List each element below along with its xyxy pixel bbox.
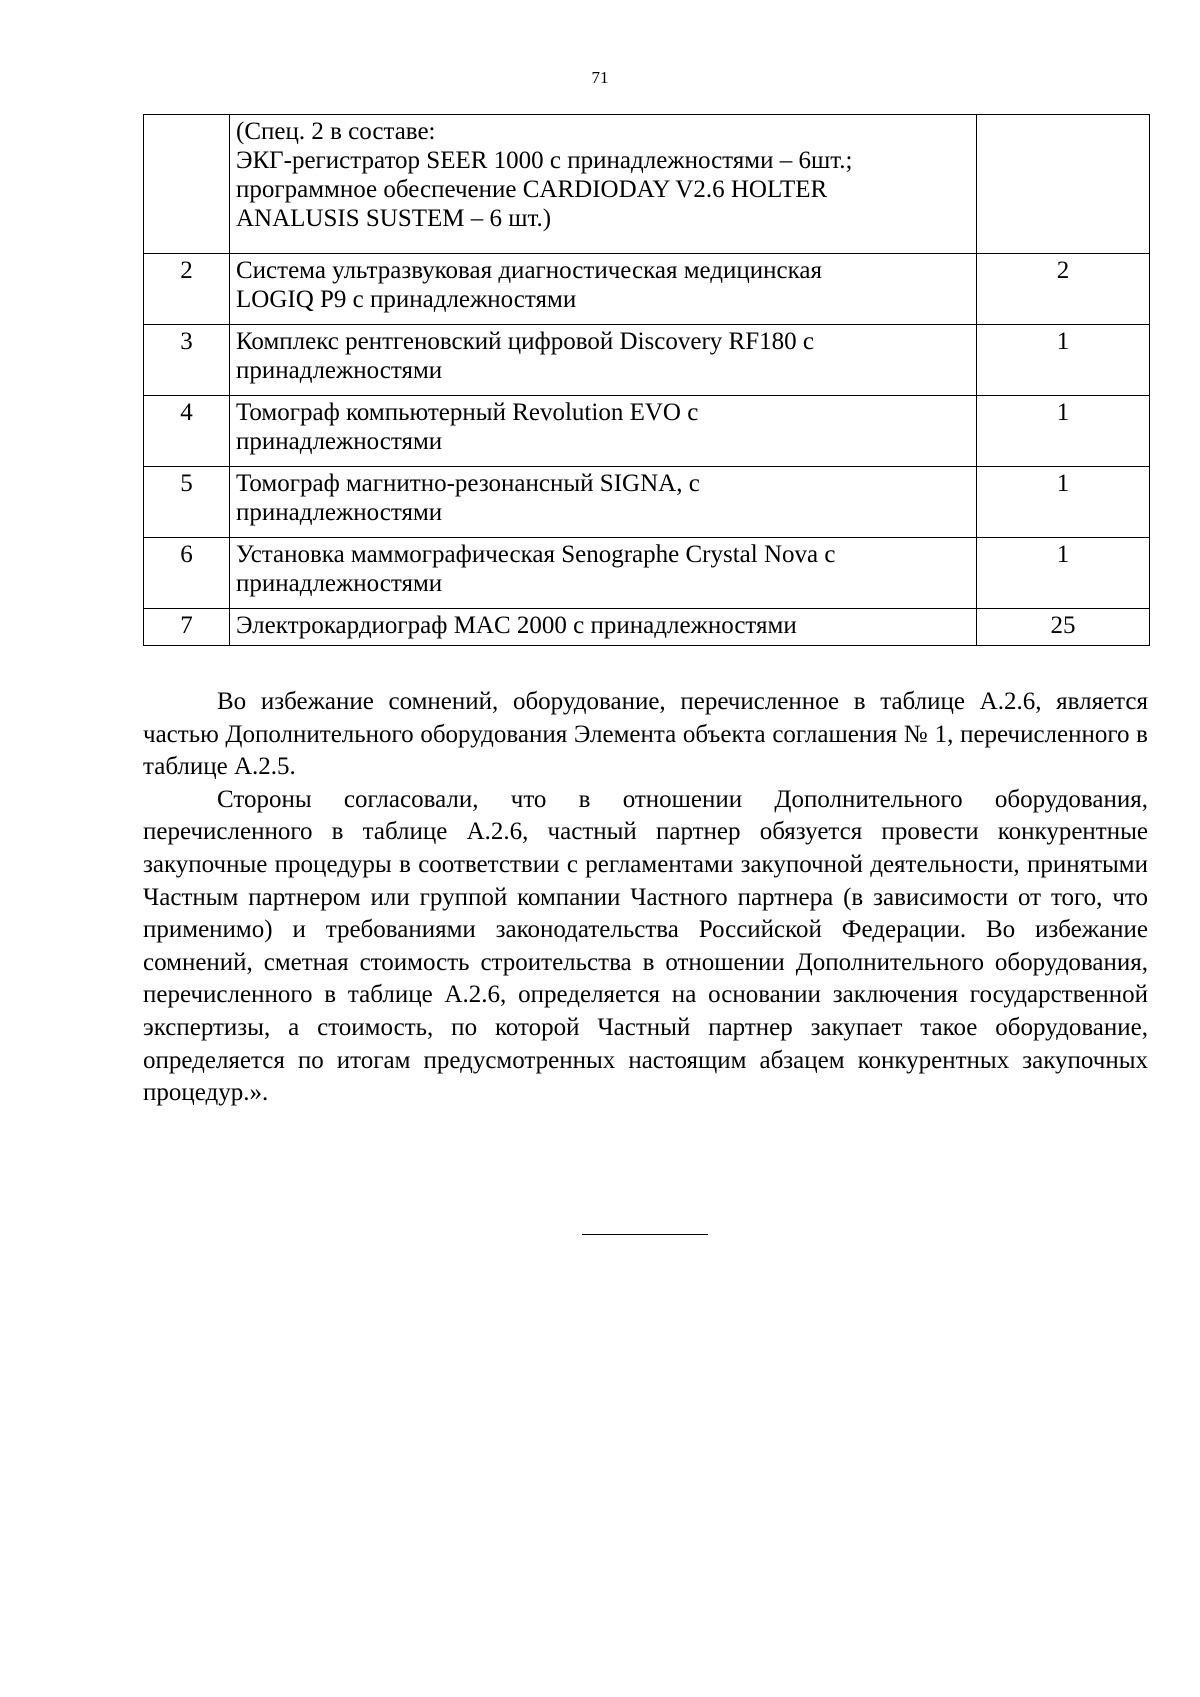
table-row [144, 254, 1150, 325]
equipment-name-line: принадлежностями [236, 499, 443, 526]
table-row [144, 115, 1150, 254]
table-row [144, 396, 1150, 467]
quantity: 1 [977, 396, 1150, 467]
row-number: 6 [144, 538, 230, 609]
equipment-name-line: Комплекс рентгеновский цифровой Discovery RF180 с [236, 328, 814, 355]
body-text [143, 686, 1148, 1110]
paragraph: Во избежание сомнений, оборудование, перечисленное в таблице А.2.6, является частью Дополнительного оборудования Элемента объекта соглашения № 1, перечисленного в таблице А.2.5. [143, 688, 1148, 781]
table-row [144, 325, 1150, 396]
table-row [144, 609, 1150, 646]
equipment-name [230, 538, 977, 609]
equipment-name [230, 115, 977, 254]
equipment-table [143, 114, 1150, 646]
equipment-name-line: Электрокардиограф MAC 2000 с принадлежностями [236, 612, 797, 639]
page-number: 71 [591, 68, 609, 87]
equipment-name-line: принадлежностями [236, 570, 443, 597]
equipment-name-line: (Спец. 2 в составе: [236, 118, 436, 145]
equipment-name [230, 254, 977, 325]
equipment-name-line: Томограф магнитно-резонансный SIGNA, с [236, 470, 700, 497]
equipment-name-line: Система ультразвуковая диагностическая медицинская [236, 257, 822, 284]
end-separator-line [582, 1234, 708, 1235]
equipment-name-line: ANALUSIS SUSTEM – 6 шт.) [236, 205, 552, 232]
equipment-name [230, 467, 977, 538]
equipment-name [230, 325, 977, 396]
quantity: 25 [977, 609, 1150, 646]
equipment-name-line: ЭКГ-регистратор SEER 1000 с принадлежностями – 6шт.; [236, 147, 853, 174]
quantity: 1 [977, 538, 1150, 609]
quantity: 1 [977, 325, 1150, 396]
equipment-name-line: Томограф компьютерный Revolution EVO с [236, 399, 699, 426]
row-number [144, 115, 230, 254]
quantity: 2 [977, 254, 1150, 325]
row-number: 7 [144, 609, 230, 646]
equipment-name [230, 396, 977, 467]
equipment-name [230, 609, 977, 646]
quantity [977, 115, 1150, 254]
equipment-name-line: Установка маммографическая Senographe Crystal Nova с [236, 541, 836, 568]
equipment-name-line: программное обеспечение CARDIODAY V2.6 HOLTER [236, 176, 828, 203]
row-number: 3 [144, 325, 230, 396]
row-number: 5 [144, 467, 230, 538]
equipment-name-line: LOGIQ P9 с принадлежностями [236, 286, 577, 313]
table-row [144, 467, 1150, 538]
row-number: 4 [144, 396, 230, 467]
paragraph: Стороны согласовали, что в отношении Дополнительного оборудования, перечисленного в таблице А.2.6, частный партнер обязуется провести конкурентные закупочные процедуры в соответствии с регламентами закупочной деятельности, принятыми Частным партнером или группой компании Частного партнера (в зависимости от того, что применимо) и требованиями законодательства Российской Федерации. Во избежание сомнений, сметная стоимость строительства в отношении Дополнительного оборудования, перечисленного в таблице А.2.6, определяется на основании заключения государственной экспертизы, а стоимость, по которой Частный партнер закупает такое оборудование, определяется по итогам предусмотренных настоящим абзацем конкурентных закупочных процедур.». [143, 785, 1148, 1107]
equipment-name-line: принадлежностями [236, 428, 443, 455]
equipment-name-line: принадлежностями [236, 357, 443, 384]
row-number: 2 [144, 254, 230, 325]
table-row [144, 538, 1150, 609]
quantity: 1 [977, 467, 1150, 538]
